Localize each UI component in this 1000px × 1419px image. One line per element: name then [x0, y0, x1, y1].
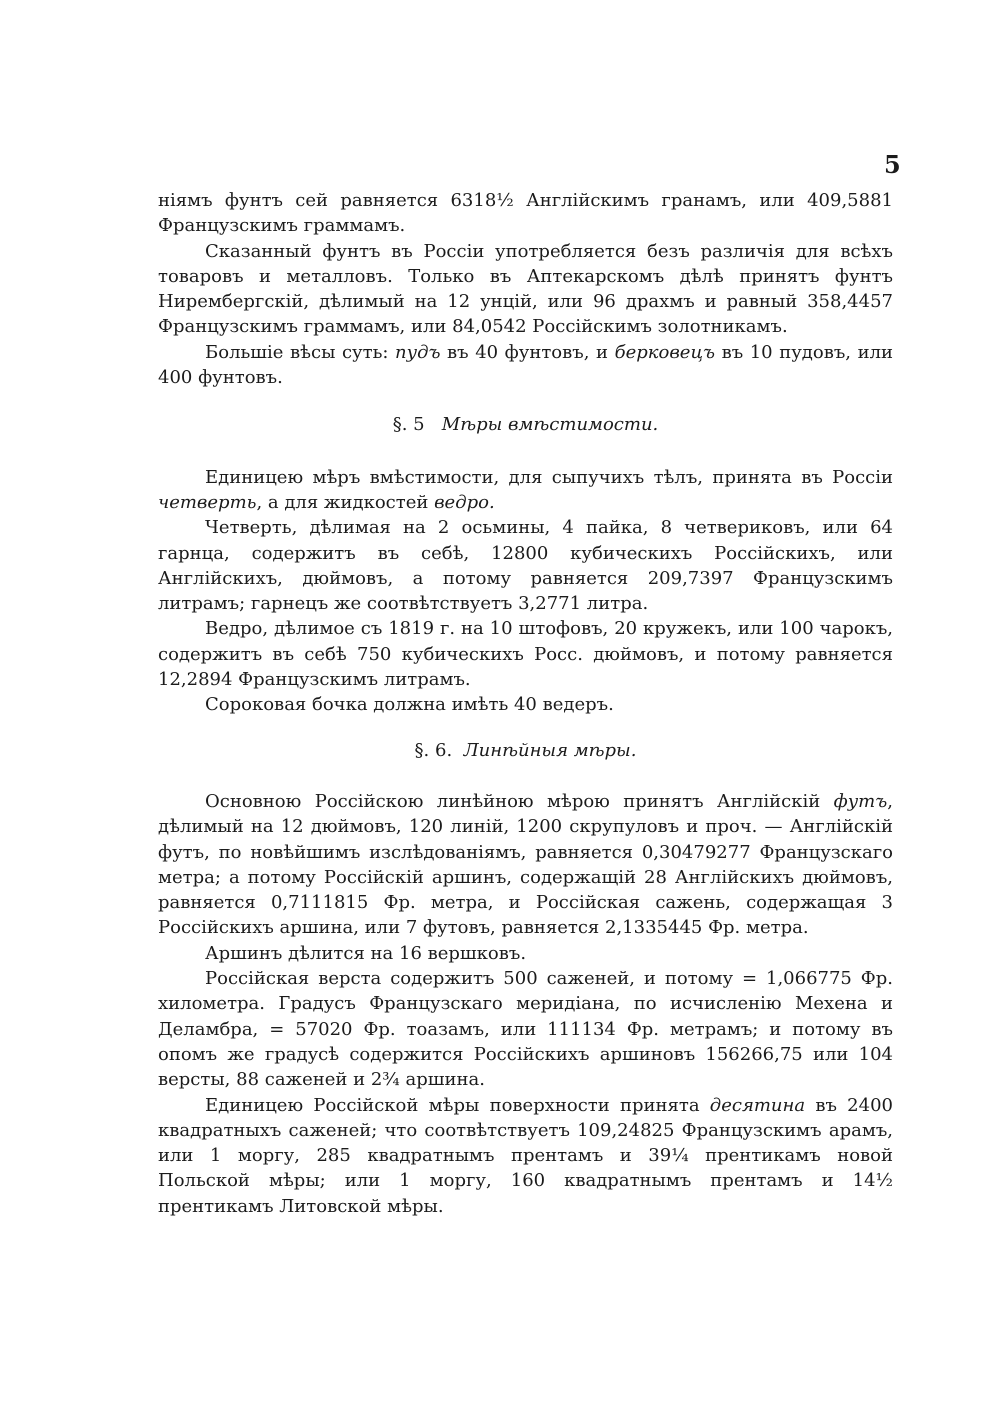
paragraph-1: ніямъ фунтъ сей равняется 6318½ Англійскимъ гранамъ, или 409,5881 Французскимъ граммамъ.: [158, 190, 893, 237]
paragraph-5: Четверть, дѣлимая на 2 осьмины, 4 пайка, 8 четвериковъ, или 64 гарнца, содержитъ въ себѣ, 12800 кубическихъ Россійскихъ, или Англійскихъ, дюймовъ, а потому равняется 209,7397 Французскимъ литрамъ; гарнецъ же соотвѣтствуетъ 3,2771 литра.: [158, 517, 893, 615]
section-5-number: §. 5: [392, 414, 425, 436]
section-5-heading: [158, 412, 893, 437]
section-5-title: Мѣры вмѣстимости.: [441, 414, 659, 436]
paragraph-4: Единицею мѣръ вмѣстимости, для сыпучихъ тѣлъ, принята въ Россіи четверть, а для жидкостей ведро.: [158, 466, 893, 513]
paragraph-3: Большіе вѣсы суть: пудъ въ 40 фунтовъ, и берковецъ въ 10 пудовъ, или 400 фунтовъ.: [158, 341, 894, 389]
section-6-number: §. 6.: [414, 739, 453, 761]
paragraph-7: Сороковая бочка должна имѣть 40 ведеръ.: [205, 694, 614, 716]
paragraph-2: Сказанный фунтъ въ Россіи употребляется безъ различія для всѣхъ товаровъ и металловъ. Только въ Аптекарскомъ дѣлѣ принятъ фунтъ Нирембергскій, дѣлимый на 12 унцій, или 96 драхмъ и равный 358,4457 Французскимъ граммамъ, или 84,0542 Россійскимъ золотникамъ.: [158, 240, 893, 338]
paragraph-11: Единицею Россійской мѣры поверхности принята десятина въ 2400 квадратныхъ саженей; что соотвѣтствуетъ 109,24825 Французскимъ арамъ, или 1 моргу, 285 квадратнымъ прентамъ и 39¼ прентикамъ новой Польской мѣры; или 1 моргу, 160 квадратнымъ прентамъ и 14½ прентикамъ Литовской мѣры.: [158, 1094, 893, 1217]
paragraph-9: Аршинъ дѣлится на 16 вершковъ.: [205, 942, 527, 964]
section-6-title: Линѣйныя мѣры.: [463, 739, 637, 761]
paragraph-8: Основною Россійскою линѣйною мѣрою принятъ Англійскій футъ, дѣлимый на 12 дюймовъ, 120 линій, 1200 скрупуловъ и проч. — Англійскій футъ, по новѣйшимъ изслѣдованіямъ, равняется 0,30479277 Французскаго метра; а потому Россійскій аршинъ, содержащій 28 Англійскихъ дюймовъ, равняется 0,7111815 Фр. метра, и Россійская сажень, содержащая 3 Россійскихъ аршина, или 7 футовъ, равняется 2,1335445 Фр. метра.: [158, 790, 893, 939]
section-6-heading: [158, 738, 893, 763]
paragraph-10: Россійская верста содержитъ 500 саженей, и потому = 1,066775 Фр. хилометра. Градусъ Французскаго меридіана, по исчисленію Мехена и Деламбра, = 57020 Фр. тоазамъ, или 111134 Фр. метрамъ; и потому въ опомъ же градусѣ содержится Россійскихъ аршиновъ 156266,75 или 104 версты, 88 саженей и 2¾ аршина.: [158, 968, 893, 1091]
page-number: 5: [884, 150, 901, 179]
page-body: [158, 188, 893, 1219]
paragraph-6: Ведро, дѣлимое съ 1819 г. на 10 штофовъ, 20 кружекъ, или 100 чарокъ, содержитъ въ себѣ 750 кубическихъ Росс. дюймовъ, и потому равняется 12,2894 Французскимъ литрамъ.: [158, 618, 893, 691]
